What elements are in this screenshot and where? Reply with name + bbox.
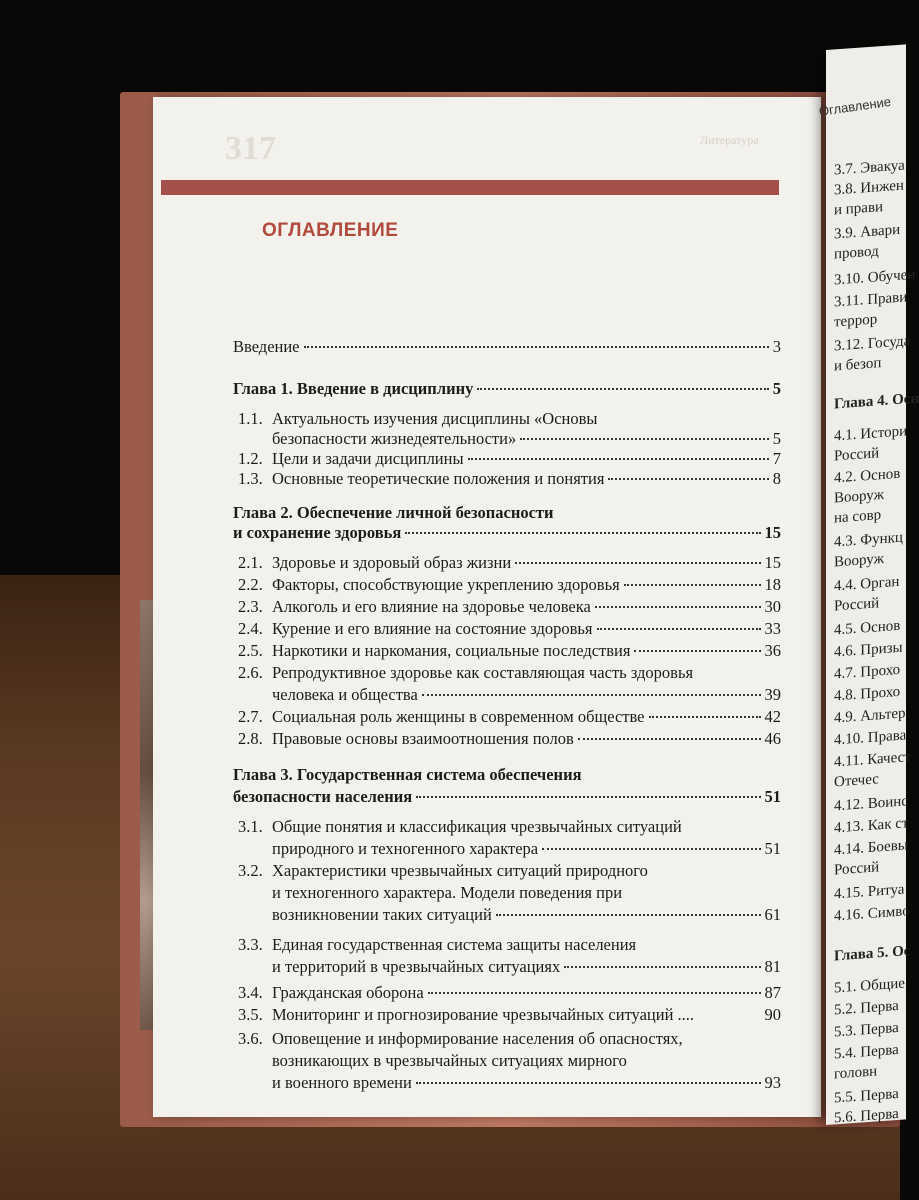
dot-leader [649, 716, 761, 718]
right-page-line: 4.13. Как ст [834, 815, 909, 837]
toc-entry-label: Социальная роль женщины в современном обществе [272, 707, 645, 726]
toc-page-number: 87 [764, 983, 781, 1002]
toc-page-number: 33 [764, 619, 781, 638]
toc-entry-continuation: безопасности жизнедеятельности» [272, 429, 517, 448]
toc-entry-number: 1.2. [238, 449, 263, 468]
toc-entry-3-1-cont[interactable] [272, 839, 781, 859]
toc-entry-2-7[interactable] [238, 707, 781, 727]
toc-entry-number: 3.5. [238, 1005, 263, 1024]
toc-entry-label: Наркотики и наркомания, социальные последствия [272, 641, 631, 660]
toc-chapter-1[interactable] [233, 379, 781, 399]
right-page-line: 4.1. Истори [834, 423, 908, 445]
dot-leader [304, 346, 769, 348]
toc-chapter-continuation: безопасности населения [233, 787, 413, 806]
right-page-line: 5.1. Общие [834, 975, 905, 997]
right-page-line: 4.15. Ритуа [834, 881, 905, 903]
toc-entry-2-5[interactable] [238, 641, 781, 661]
toc-entry-label: Мониторинг и прогнозирование чрезвычайных ситуаций .... [272, 1005, 695, 1024]
toc-chapter-label: Глава 2. Обеспечение личной безопасности [233, 503, 554, 522]
toc-chapter-label: Глава 3. Государственная система обеспечения [233, 765, 582, 784]
right-page-line: и прави [834, 199, 884, 219]
toc-entry-3-6-cont2[interactable] [272, 1073, 781, 1093]
toc-page-number: 42 [764, 707, 781, 726]
toc-entry-continuation: природного и техногенного характера [272, 839, 539, 858]
right-page-line: Глава 4. Осн [834, 390, 919, 413]
toc-entry-3-6[interactable] [238, 1029, 781, 1049]
right-page-line: Россий [834, 595, 880, 615]
right-page-line: 3.10. Обучен [834, 266, 916, 289]
toc-chapter-label: Глава 1. Введение в дисциплину [233, 379, 474, 398]
toc-entry-number: 2.7. [238, 707, 263, 726]
toc-entry-label: Основные теоретические положения и понятия [272, 469, 605, 488]
toc-entry-3-5[interactable] [238, 1005, 781, 1025]
dot-leader [515, 562, 760, 564]
toc-entry-number: 3.6. [238, 1029, 263, 1048]
toc-entry-label: Алкоголь и его влияние на здоровье человека [272, 597, 591, 616]
toc-page-number: 61 [764, 905, 781, 924]
right-page-line: и безоп [834, 355, 882, 375]
toc-entry-label: Правовые основы взаимоотношения полов [272, 729, 574, 748]
toc-entry-number: 1.1. [238, 409, 263, 428]
toc-entry-label: Введение [233, 337, 300, 356]
toc-entry-2-6-cont[interactable] [272, 685, 781, 705]
toc-title: ОГЛАВЛЕНИЕ [262, 220, 399, 241]
toc-entry-number: 2.6. [238, 663, 263, 682]
dot-leader [477, 388, 768, 390]
toc-page-number: 15 [764, 553, 781, 572]
dot-leader [428, 992, 761, 994]
dot-leader [496, 914, 761, 916]
toc-page-number: 81 [764, 957, 781, 976]
right-page-line: 3.9. Авари [834, 221, 901, 243]
toc-entry-1-1-cont[interactable] [272, 429, 781, 449]
right-page-line: 3.8. Инжен [834, 177, 904, 199]
toc-entry-number: 2.4. [238, 619, 263, 638]
toc-page-number: 15 [764, 523, 781, 542]
show-through-heading: Литература [700, 133, 759, 147]
dot-leader [597, 628, 761, 630]
toc-entry-intro[interactable] [233, 337, 781, 357]
dot-leader [608, 478, 768, 480]
toc-entry-1-1[interactable] [238, 409, 781, 429]
right-page-line: 5.6. Перва [834, 1105, 899, 1127]
toc-entry-label: Характеристики чрезвычайных ситуаций природного [272, 861, 648, 880]
toc-entry-3-4[interactable] [238, 983, 781, 1003]
right-page-line: террор [834, 311, 878, 331]
toc-entry-label: Актуальность изучения дисциплины «Основы [272, 409, 598, 428]
dot-leader [564, 966, 760, 968]
right-page-line: 4.2. Основ [834, 465, 901, 487]
toc-entry-3-3-cont[interactable] [272, 957, 781, 977]
right-page-line: 4.3. Функц [834, 529, 903, 551]
toc-page-number: 18 [764, 575, 781, 594]
toc-page-number: 3 [772, 337, 781, 356]
right-page-line: 3.7. Эвакуа [834, 157, 905, 179]
right-page-line: Россий [834, 445, 880, 465]
toc-page-number: 51 [764, 787, 781, 806]
toc-entry-label: Здоровье и здоровый образ жизни [272, 553, 512, 572]
toc-entry-number: 2.5. [238, 641, 263, 660]
show-through-page-number: 317 [225, 130, 276, 167]
toc-entry-continuation: и территорий в чрезвычайных ситуациях [272, 957, 561, 976]
toc-entry-label: Репродуктивное здоровье как составляющая часть здоровья [272, 663, 694, 682]
right-page-line: 5.3. Перва [834, 1019, 899, 1041]
toc-entry-label: Курение и его влияние на состояние здоровья [272, 619, 593, 638]
toc-entry-2-6[interactable] [238, 663, 781, 683]
toc-page-number: 93 [764, 1073, 781, 1092]
right-page-line: 3.11. Прави [834, 289, 908, 311]
toc-entry-3-1[interactable] [238, 817, 781, 837]
right-page-line: 4.5. Основ [834, 617, 901, 639]
toc-chapter-2[interactable] [233, 503, 781, 523]
toc-entry-label: Общие понятия и классификация чрезвычайных ситуаций [272, 817, 682, 836]
right-page [826, 44, 919, 1127]
dot-leader [634, 650, 760, 652]
right-page-line: головн [834, 1063, 878, 1083]
toc-entry-number: 3.4. [238, 983, 263, 1002]
toc-entry-label: Цели и задачи дисциплины [272, 449, 464, 468]
toc-entry-number: 3.2. [238, 861, 263, 880]
toc-entry-number: 2.1. [238, 553, 263, 572]
toc-entry-label: Оповещение и информирование населения об опасностях, [272, 1029, 683, 1048]
toc-chapter-3[interactable] [233, 765, 781, 785]
right-page-line: 4.11. Качест [834, 749, 911, 771]
toc-entry-number: 2.2. [238, 575, 263, 594]
toc-page-number: 5 [772, 379, 781, 398]
toc-entry-continuation: и военного времени [272, 1073, 412, 1092]
toc-entry-label: Факторы, способствующие укреплению здоровья [272, 575, 620, 594]
dot-leader [468, 458, 769, 460]
toc-entry-2-1[interactable] [238, 553, 781, 573]
right-page-line: Глава 5. Ос [834, 943, 911, 965]
right-page-line: Вооруж [834, 486, 884, 507]
dot-leader [416, 796, 760, 798]
toc-entry-label: Гражданская оборона [272, 983, 424, 1002]
toc-entry-3-3[interactable] [238, 935, 781, 955]
toc-entry-continuation: возникновении таких ситуаций [272, 905, 492, 924]
toc-page-number: 7 [772, 449, 781, 468]
toc-entry-label: Единая государственная система защиты населения [272, 935, 637, 954]
toc-chapter-continuation: и сохранение здоровья [233, 523, 402, 542]
toc-entry-2-8[interactable] [238, 729, 781, 749]
toc-chapter-3-cont[interactable] [233, 787, 781, 807]
right-page-line: 5.5. Перва [834, 1085, 899, 1107]
right-page-line: 5.2. Перва [834, 997, 899, 1019]
toc-page-number: 36 [764, 641, 781, 660]
dot-leader [422, 694, 761, 696]
toc-entry-1-3[interactable] [238, 469, 781, 489]
toc-entry-number: 3.3. [238, 935, 263, 954]
toc-page-number: 5 [772, 429, 781, 448]
toc-page-number: 39 [764, 685, 781, 704]
toc-entry-1-2[interactable] [238, 449, 781, 469]
toc-entry-number: 2.3. [238, 597, 263, 616]
toc-page-number: 51 [764, 839, 781, 858]
dot-leader [416, 1082, 761, 1084]
dot-leader [578, 738, 761, 740]
right-page-line: провод [834, 243, 879, 263]
right-page-line: на совр [834, 507, 882, 527]
right-page-line: 4.12. Воинс [834, 793, 908, 815]
dot-leader [520, 438, 769, 440]
toc-entry-3-2-cont2[interactable] [272, 905, 781, 925]
dot-leader [405, 532, 760, 534]
toc-entry-continuation: человека и общества [272, 685, 418, 704]
right-page-line: 4.14. Боевы [834, 837, 908, 859]
toc-page-number: 90 [764, 1005, 781, 1024]
right-page-line: 4.9. Альтер [834, 705, 906, 727]
running-head: Оглавление [818, 93, 892, 119]
toc-entry-2-4[interactable] [238, 619, 781, 639]
right-page-line: 4.7. Прохо [834, 661, 901, 683]
right-page-line: Россий [834, 859, 880, 879]
toc-entry-number: 1.3. [238, 469, 263, 488]
toc-chapter-2-cont[interactable] [233, 523, 781, 543]
toc-entry-3-2-cont: и техногенного характера. Модели поведения при [272, 883, 623, 902]
toc-entry-3-6-cont: возникающих в чрезвычайных ситуациях мирного [272, 1051, 627, 1070]
toc-entry-3-2[interactable] [238, 861, 781, 881]
dot-leader [595, 606, 761, 608]
toc-entry-2-3[interactable] [238, 597, 781, 617]
right-page-line: 4.10. Права [834, 727, 907, 749]
toc-entry-number: 3.1. [238, 817, 263, 836]
right-page-line: Отечес [834, 771, 879, 791]
dot-leader [624, 584, 761, 586]
right-page-line: 4.6. Призы [834, 639, 903, 661]
right-page-line: Вооруж [834, 550, 884, 571]
toc-page-number: 8 [772, 469, 781, 488]
right-page-line: 5.4. Перва [834, 1041, 899, 1063]
right-page-line: 4.16. Симво [834, 903, 910, 925]
right-page-line: 3.12. Госуда [834, 333, 911, 355]
toc-entry-2-2[interactable] [238, 575, 781, 595]
right-page-line: 4.4. Орган [834, 573, 900, 595]
dot-leader [542, 848, 760, 850]
toc-page-number: 46 [764, 729, 781, 748]
toc-entry-number: 2.8. [238, 729, 263, 748]
toc-page-number: 30 [764, 597, 781, 616]
right-page-line: 4.8. Прохо [834, 683, 901, 705]
